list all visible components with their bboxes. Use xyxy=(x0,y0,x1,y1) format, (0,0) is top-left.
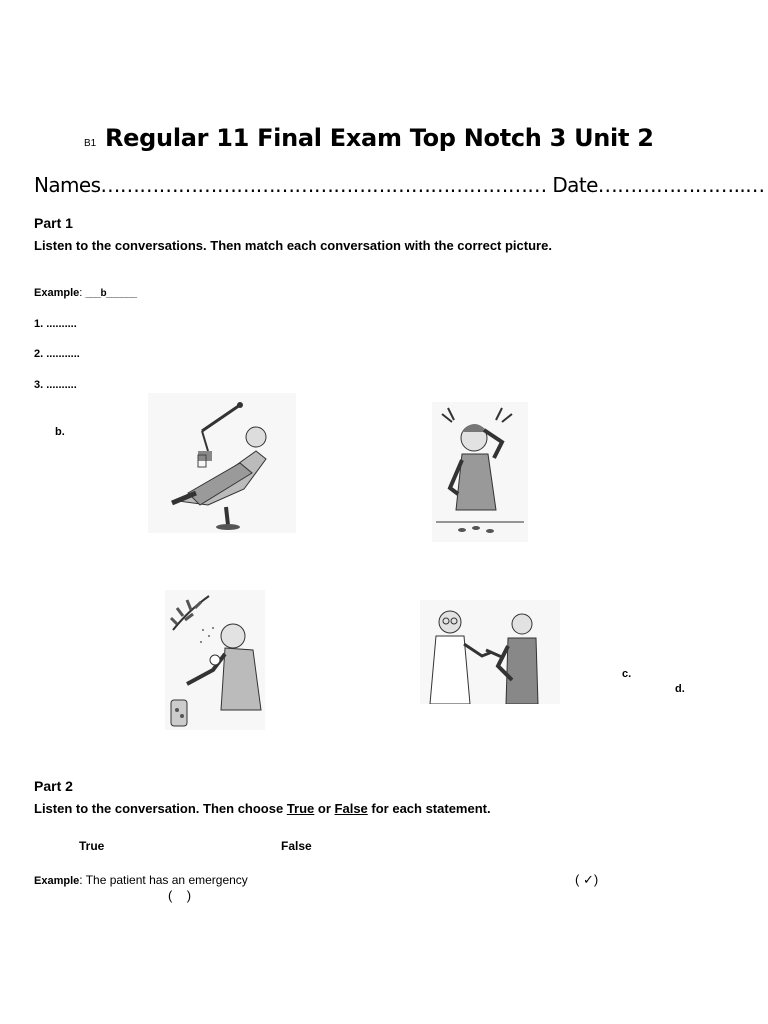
part1-example xyxy=(34,287,137,299)
example-colon: : xyxy=(79,287,83,299)
part1-instructions: Listen to the conversations. Then match each conversation with the correct picture. xyxy=(34,238,552,253)
example-label: Example xyxy=(34,287,80,299)
doctor-injection-illustration xyxy=(420,600,560,704)
picture-label-c: c. xyxy=(622,668,632,680)
allergy-sneeze-illustration xyxy=(165,590,265,730)
column-true: True xyxy=(79,839,105,853)
part2-instr-suffix: for each statement. xyxy=(367,801,491,816)
part2-example-label: Example xyxy=(34,875,80,887)
headache-illustration xyxy=(432,402,528,542)
level-label: B1 xyxy=(84,138,97,149)
part1-heading: Part 1 xyxy=(34,215,73,231)
part2-example xyxy=(34,873,248,887)
example-true-check: ( ✓) xyxy=(575,872,599,887)
part2-instr-prefix: Listen to the conversation. Then choose xyxy=(34,801,287,816)
example-false-blank: ( ) xyxy=(168,888,192,903)
part2-instr-true: True xyxy=(286,801,315,816)
dentist-chair-illustration xyxy=(148,393,296,533)
part2-instructions xyxy=(34,801,491,816)
answer-line-1: 1. .......... xyxy=(34,318,77,330)
page-title: Regular 11 Final Exam Top Notch 3 Unit 2 xyxy=(105,124,654,152)
names-date-line: Names…………………………………………………………… Date…………………..… xyxy=(34,173,765,197)
picture-label-b: b. xyxy=(55,426,65,438)
part2-heading: Part 2 xyxy=(34,778,73,794)
example-answer: ___b______ xyxy=(85,288,137,299)
part2-instr-false: False xyxy=(334,801,368,816)
answer-line-2: 2. ........... xyxy=(34,348,80,360)
answer-line-3: 3. .......... xyxy=(34,379,77,391)
picture-label-d: d. xyxy=(675,683,685,695)
part2-instr-or: or xyxy=(314,801,335,816)
part2-example-statement: : The patient has an emergency xyxy=(79,873,248,887)
column-false: False xyxy=(281,839,312,853)
